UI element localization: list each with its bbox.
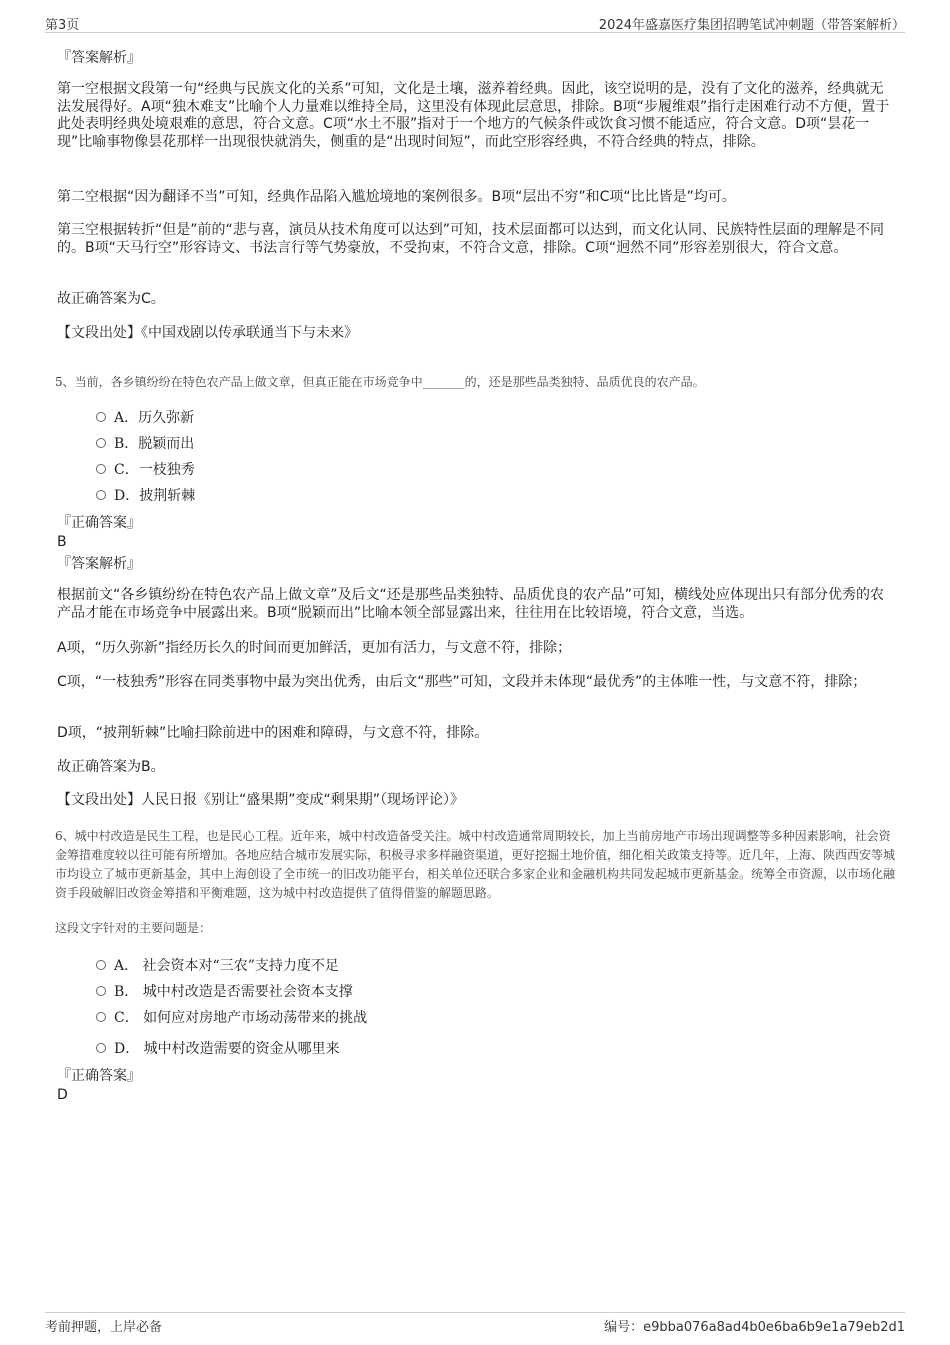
q5-option-c-label: C．一枝独秀 <box>114 462 195 478</box>
radio-icon[interactable] <box>96 438 106 448</box>
q5-analysis-label: 『答案解析』 <box>57 556 141 572</box>
page-header <box>45 14 905 33</box>
prev-analysis-paragraph-3: 第三空根据转折“但是”前的“悲与喜，演员从技术角度可以达到”可知，技术层面都可以达到，而文化认同、民族特性层面的理解是不同的。B项“天马行空”形容诗文、书法言行等气势豪放，不受拘束，不符合文意，排除。C项“迥然不同”形容差别很大，符合文意。 <box>57 222 885 256</box>
q5-option-a[interactable] <box>96 408 194 428</box>
radio-icon[interactable] <box>96 412 106 422</box>
radio-icon[interactable] <box>96 490 106 500</box>
q5-analysis-paragraph-2: A项，“历久弥新”指经历长久的时间而更加鲜活，更加有活力，与文意不符，排除； <box>57 640 572 656</box>
page-footer <box>45 1312 905 1335</box>
q5-conclusion: 故正确答案为B。 <box>57 759 165 775</box>
q5-answer-label: 『正确答案』 <box>57 515 141 531</box>
q6-option-d-label: D． 城中村改造需要的资金从哪里来 <box>114 1041 340 1057</box>
radio-icon[interactable] <box>96 464 106 474</box>
prev-analysis-label: 『答案解析』 <box>57 50 141 66</box>
q6-option-c-label: C． 如何应对房地产市场动荡带来的挑战 <box>114 1010 368 1026</box>
q5-analysis-paragraph-1: 根据前文“各乡镇纷纷在特色农产品上做文章”及后文“还是那些品类独特、品质优良的农产品”可知，横线处应体现出只有部分优秀的农产品才能在市场竞争中展露出来。B项“脱颖而出”比喻本领全部显露出来，往往用在比较语境，符合文意，当选。 <box>57 587 885 621</box>
q6-prompt: 这段文字针对的主要问题是： <box>55 921 212 935</box>
q6-option-b-label: B． 城中村改造是否需要社会资本支撑 <box>114 984 353 1000</box>
prev-conclusion: 故正确答案为C。 <box>57 291 165 307</box>
q5-option-b-label: B．脱颖而出 <box>114 436 195 452</box>
q6-option-b[interactable] <box>96 982 353 1002</box>
q6-answer-label: 『正确答案』 <box>57 1068 141 1084</box>
q5-option-b[interactable] <box>96 434 194 454</box>
radio-icon[interactable] <box>96 1012 106 1022</box>
q6-answer: D <box>57 1087 68 1103</box>
q5-answer: B <box>57 534 67 550</box>
q6-option-a[interactable] <box>96 956 339 976</box>
q5-analysis-paragraph-4: D项，“披荆斩棘”比喻扫除前进中的困难和障碍，与文意不符，排除。 <box>57 725 489 741</box>
prev-analysis-paragraph-1: 第一空根据文段第一句“经典与民族文化的关系”可知，文化是土壤，滋养着经典。因此，该空说明的是，没有了文化的滋养，经典就无法发展得好。A项“独木难支”比喻个人力量难以维持全局，这里没有体现此层意思，排除。B项“步履维艰”指行走困难行动不方便，置于此处表明经典处境艰难的意思，符合文意。C项“水土不服”指对于一个地方的气候条件或饮食习惯不能适应，符合文意。D项“昙花一现”比喻事物像昙花那样一出现很快就消失，侧重的是“出现时间短”，而此空形容经典，不符合经典的特点，排除。 <box>57 81 890 150</box>
q5-option-c[interactable] <box>96 460 195 480</box>
q5-option-a-label: A．历久弥新 <box>114 410 195 426</box>
prev-source: 【文段出处】《中国戏剧以传承联通当下与未来》 <box>57 325 358 341</box>
q5-option-d-label: D．披荆斩棘 <box>114 488 196 504</box>
q6-question: 6、城中村改造是民生工程，也是民心工程。近年来，城中村改造备受关注。城中村改造通常周期较长，加上当前房地产市场出现调整等多种因素影响，社会资金筹措难度较以往可能有所增加。各地应结合城市发展实际，积极寻求多样融资渠道，更好挖掘土地价值，细化相关政策支持等。近几年，上海、陕西西安等城市均设立了城市更新基金，其中上海创设了全市统一的旧改功能平台，相关单位还联合多家企业和金融机构共同发起城市更新基金。统筹全市资源，以市场化融资手段破解旧改资金筹措和平衡难题，这为城中村改造提供了值得借鉴的解题思路。 <box>55 829 896 900</box>
footer-slogan: 考前押题，上岸必备 <box>45 1320 163 1335</box>
page-number: 第3页 <box>45 18 80 33</box>
document-code: 编号：e9bba076a8ad4b0e6ba6b9e1a79eb2d1 <box>604 1320 905 1335</box>
q6-option-d[interactable] <box>96 1039 340 1059</box>
radio-icon[interactable] <box>96 1043 106 1053</box>
q6-option-a-label: A． 社会资本对“三农”支持力度不足 <box>114 958 339 974</box>
q6-option-c[interactable] <box>96 1008 367 1028</box>
q5-analysis-paragraph-3: C项，“一枝独秀”形容在同类事物中最为突出优秀，由后文“那些”可知，文段并未体现“最优秀”的主体唯一性，与文意不符，排除； <box>57 674 867 690</box>
radio-icon[interactable] <box>96 960 106 970</box>
q5-question: 5、当前，各乡镇纷纷在特色农产品上做文章，但真正能在市场竞争中_______的，还是那些品类独特、品质优良的农产品。 <box>55 375 705 389</box>
q5-source: 【文段出处】人民日报《别让“盛果期”变成“剩果期”（现场评论）》 <box>57 792 465 808</box>
q5-option-d[interactable] <box>96 486 195 506</box>
document-title: 2024年盛嘉医疗集团招聘笔试冲刺题（带答案解析） <box>598 18 905 33</box>
prev-analysis-paragraph-2: 第二空根据“因为翻译不当”可知，经典作品陷入尴尬境地的案例很多。B项“层出不穷”和C项“比比皆是”均可。 <box>57 189 736 205</box>
radio-icon[interactable] <box>96 986 106 996</box>
